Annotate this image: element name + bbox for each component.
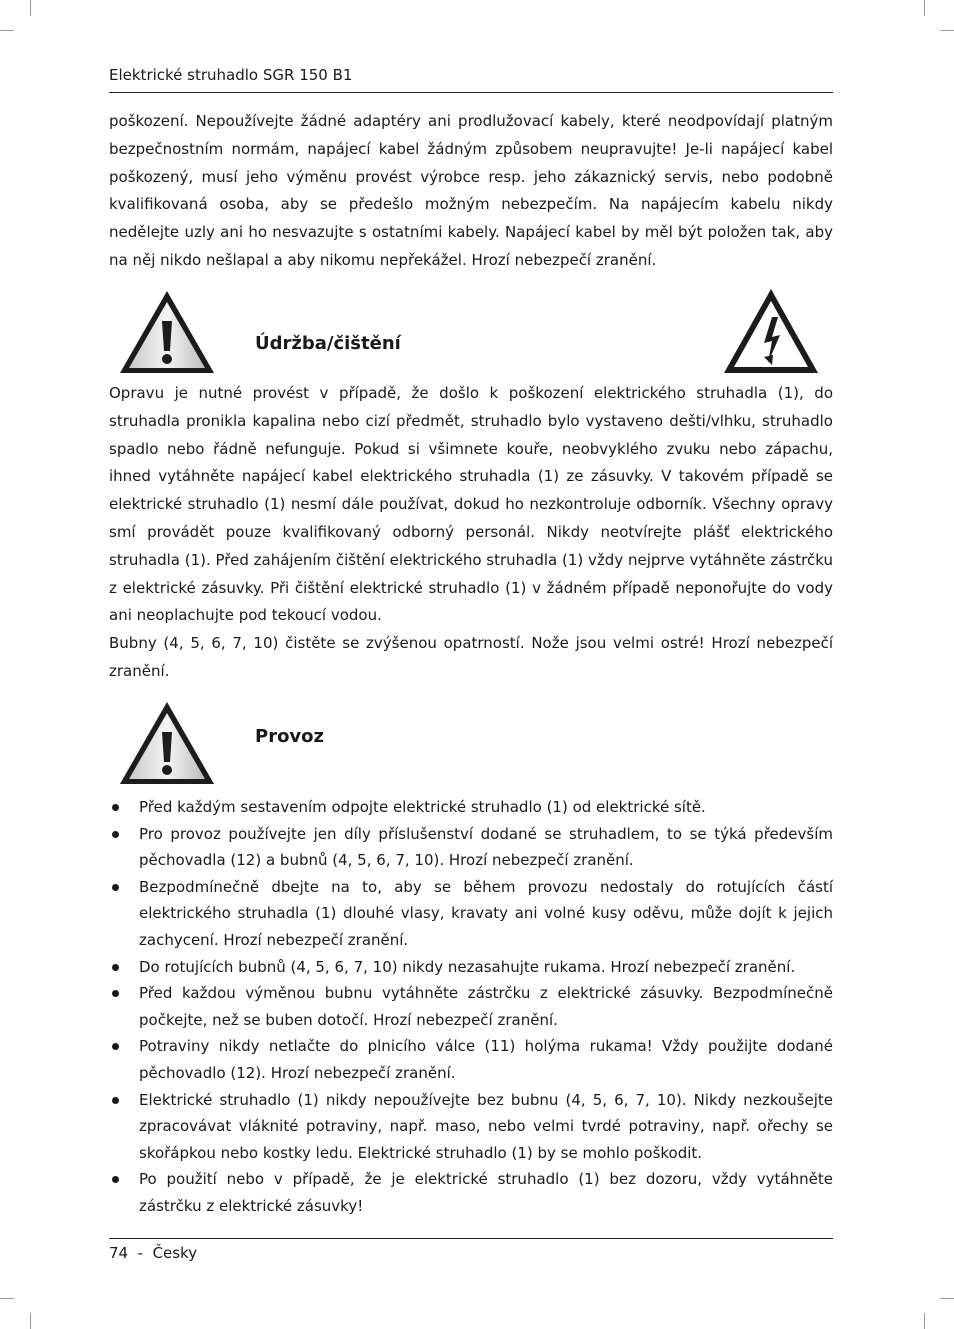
list-item: Bezpodmínečně dbejte na to, aby se během provozu nedostaly do rotujících částí elektrického struhadla (1) dlouhé vlasy, kravaty ani volné kusy oděvu, může dojít k jejich zachycení. Hrozí nebezpečí zranění. <box>109 874 833 954</box>
intro-paragraph: poškození. Nepoužívejte žádné adaptéry ani prodlužovací kabely, které neodpovídají platným bezpečnostním normám, napájecí kabel žádným způsobem neupravujte! Je-li napájecí kabel poškozený, musí jeho výměnu provést výrobce resp. jeho zákaznický servis, nebo podobně kvalifikovaná osoba, aby se předešlo možným nebezpečím. Na napájecím kabelu nikdy nedělejte uzly ani ho nesvazujte s ostatními kabely. Napájecí kabel by měl být položen tak, aby na něj nikdo nešlapal a aby nikomu nepřekážel. Hrozí nebezpečí zranění. <box>109 112 833 269</box>
list-item: Po použití nebo v případě, že je elektrické struhadlo (1) bez dozoru, vždy vytáhněte zástrčku z elektrické zásuvky! <box>109 1166 833 1219</box>
crop-mark <box>940 30 954 31</box>
operation-heading: Provoz <box>255 726 325 747</box>
crop-mark <box>30 0 31 16</box>
crop-mark <box>924 1313 925 1329</box>
footer-rule <box>109 1238 833 1239</box>
list-item: Potraviny nikdy netlačte do plnicího válce (11) holýma rukama! Vždy použijte dodané pěchovadlo (12). Hrozí nebezpečí zranění. <box>109 1033 833 1086</box>
page-header-title: Elektrické struhadlo SGR 150 B1 <box>109 66 353 84</box>
warning-exclamation-icon <box>118 289 216 375</box>
list-item: Elektrické struhadlo (1) nikdy nepoužívejte bez bubnu (4, 5, 6, 7, 10). Nikdy nezkoušejte zpracovávat vláknité potraviny, např. maso, nebo velmi tvrdé potraviny, např. ořechy se skořápkou nebo kostky ledu. Elektrické struhadlo (1) by se mohlo poškodit. <box>109 1087 833 1167</box>
crop-mark <box>30 1313 31 1329</box>
list-item: Před každým sestavením odpojte elektrické struhadlo (1) od elektrické sítě. <box>109 794 833 821</box>
crop-mark <box>924 0 925 16</box>
electric-hazard-icon <box>722 287 820 375</box>
warning-exclamation-icon <box>118 700 216 786</box>
header-rule <box>109 92 833 93</box>
crop-mark <box>0 30 14 31</box>
maintenance-paragraph-1: Opravu je nutné provést v případě, že došlo k poškození elektrického struhadla (1), do struhadla pronikla kapalina nebo cizí předmět, struhadlo bylo vystaveno dešti/vlhku, struhadlo spadlo nebo řádně nefunguje. Pokud si všimnete kouře, neobvyklého zvuku nebo zápachu, ihned vytáhněte napájecí kabel elektrického struhadla (1) ze zásuvky. V takovém případě se elektrické struhadlo (1) nesmí dále používat, dokud ho nezkontroluje odborník. Všechny opravy smí provádět pouze kvalifikovaný odborný personál. Nikdy neotvírejte plášť elektrického struhadla (1). Před zahájením čištění elektrického struhadla (1) vždy nejprve vytáhněte zástrčku z elektrické zásuvky. Při čištění elektrické struhadlo (1) v žádném případě neponořujte do vody ani neoplachujte pod tekoucí vodou. <box>109 384 833 625</box>
list-item: Do rotujících bubnů (4, 5, 6, 7, 10) nikdy nezasahujte rukama. Hrozí nebezpečí zranění. <box>109 954 833 981</box>
maintenance-paragraph-2: Bubny (4, 5, 6, 7, 10) čistěte se zvýšenou opatrností. Nože jsou velmi ostré! Hrozí nebezpečí zranění. <box>109 634 833 680</box>
operation-bullet-list <box>109 794 833 1220</box>
maintenance-heading: Údržba/čištění <box>255 333 401 354</box>
crop-mark <box>940 1298 954 1299</box>
crop-mark <box>0 1298 14 1299</box>
list-item: Před každou výměnou bubnu vytáhněte zástrčku z elektrické zásuvky. Bezpodmínečně počkejte, než se buben dotočí. Hrozí nebezpečí zranění. <box>109 980 833 1033</box>
list-item: Pro provoz používejte jen díly příslušenství dodané se struhadlem, to se týká především pěchovadla (12) a bubnů (4, 5, 6, 7, 10). Hrozí nebezpečí zranění. <box>109 821 833 874</box>
page-number: 74 - Česky <box>109 1244 198 1262</box>
